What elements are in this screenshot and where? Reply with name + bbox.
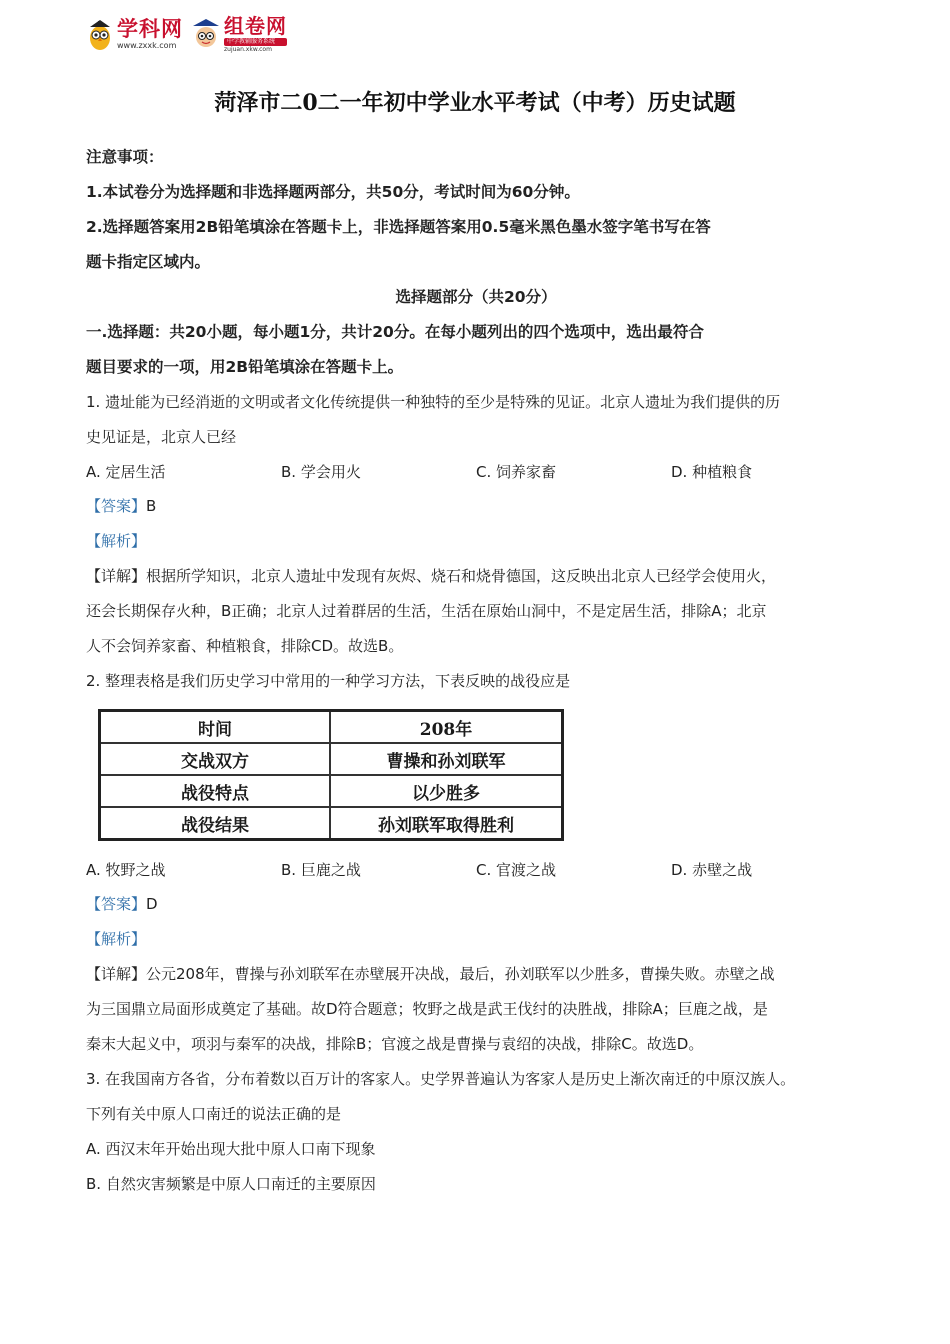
q2-detail-line-1	[86, 957, 866, 992]
q3-stem-line-2: 下列有关中原人口南迁的说法正确的是	[86, 1105, 342, 1123]
q2-answer	[86, 887, 866, 922]
exam-content	[86, 140, 866, 1202]
q2-detail-line-2: 为三国鼎立局面形成奠定了基础。故D符合题意；牧野之战是武王伐纣的决胜战，排除A；巨鹿之战，是	[86, 1000, 768, 1018]
zxxk-brand: 学科网	[117, 16, 183, 41]
notice-item-2-line-2: 题卡指定区域内。	[86, 253, 211, 271]
q1-option-b: B. 学会用火	[281, 463, 361, 481]
q3-stem-line-1: 3. 在我国南方各省，分布着数以百万计的客家人。史学界普遍认为客家人是历史上渐次南迁的中原汉族人。	[86, 1070, 796, 1088]
exam-title: 菏泽市二0二一年初中学业水平考试（中考）历史试题	[214, 90, 736, 116]
q2-options	[86, 853, 866, 887]
q2-option-d: D. 赤壁之战	[671, 861, 753, 879]
section-instructions-line-2: 题目要求的一项，用2B铅笔填涂在答题卡上。	[86, 358, 404, 376]
table-row	[100, 711, 563, 744]
table-row	[100, 807, 563, 840]
q2-option-a: A. 牧野之战	[86, 861, 166, 879]
q1-detail-line-2: 还会长期保存火种，B正确；北京人过着群居的生活，生活在原始山洞中，不是定居生活，排除A；北京	[86, 602, 767, 620]
table-cell: 208年	[330, 711, 563, 744]
q2-option-b: B. 巨鹿之战	[281, 861, 361, 879]
notice-heading: 注意事项：	[86, 148, 164, 166]
q1-stem-line-1: 1. 遗址能为已经消逝的文明或者文化传统提供一种独特的至少是特殊的见证。北京人遗址为我们提供的历	[86, 393, 781, 411]
q1-option-d: D. 种植粮食	[671, 463, 753, 481]
answer-label: 【答案】	[86, 497, 147, 515]
q1-analysis-label: 【解析】	[86, 532, 147, 550]
q2-analysis-label: 【解析】	[86, 930, 147, 948]
zujuan-tagline: 中学教辅服务系统	[224, 38, 287, 46]
table-cell: 交战双方	[100, 743, 331, 775]
table-row	[100, 743, 563, 775]
zxxk-url: www.zxxk.com	[117, 40, 177, 50]
notice-item-1: 1.本试卷分为选择题和非选择题两部分，共50分，考试时间为60分钟。	[86, 183, 580, 201]
table-cell: 曹操和孙刘联军	[330, 743, 563, 775]
q1-stem-line-2: 史见证是，北京人已经	[86, 428, 237, 446]
q1-option-c: C. 饲养家畜	[476, 463, 557, 481]
table-cell: 孙刘联军取得胜利	[330, 807, 563, 840]
q1-option-a: A. 定居生活	[86, 463, 166, 481]
section-title: 选择题部分（共20分）	[395, 288, 557, 306]
q2-option-c: C. 官渡之战	[476, 861, 557, 879]
table-cell: 战役结果	[100, 807, 331, 840]
zujuan-logo[interactable]	[191, 13, 287, 53]
zujuan-brand: 组卷网	[224, 13, 287, 38]
q1-answer	[86, 489, 866, 524]
owl-mascot-icon	[86, 17, 114, 51]
q3-option-b: B. 自然灾害频繁是中原人口南迁的主要原因	[86, 1175, 376, 1193]
q3-option-a: A. 西汉末年开始出现大批中原人口南下现象	[86, 1140, 376, 1158]
notice-item-2-line-1: 2.选择题答案用2B铅笔填涂在答题卡上，非选择题答案用0.5毫米黑色墨水签字笔书写在答	[86, 218, 711, 236]
q2-battle-table	[98, 709, 564, 841]
table-cell: 战役特点	[100, 775, 331, 807]
header-logos	[86, 14, 287, 54]
zujuan-url: zujuan.xkw.com	[224, 45, 272, 53]
section-instructions-line-1: 一.选择题：共20小题，每小题1分，共计20分。在每小题列出的四个选项中，选出最符合	[86, 323, 704, 341]
student-mascot-icon	[191, 17, 221, 51]
detail-label: 【详解】	[86, 567, 147, 585]
table-row	[100, 775, 563, 807]
zxxk-logo[interactable]	[86, 17, 183, 51]
q1-detail-text-1: 根据所学知识，北京人遗址中发现有灰烬、烧石和烧骨德国，这反映出北京人已经学会使用火，	[146, 567, 777, 585]
q2-stem: 2. 整理表格是我们历史学习中常用的一种学习方法，下表反映的战役应是	[86, 672, 571, 690]
table-cell: 时间	[100, 711, 331, 744]
table-cell: 以少胜多	[330, 775, 563, 807]
q1-options	[86, 455, 866, 489]
answer-label: 【答案】	[86, 895, 147, 913]
q2-detail-line-3: 秦末大起义中，项羽与秦军的决战，排除B；官渡之战是曹操与袁绍的决战，排除C。故选D。	[86, 1035, 704, 1053]
q1-detail-line-1	[86, 559, 866, 594]
detail-label: 【详解】	[86, 965, 147, 983]
q2-detail-text-1: 公元208年，曹操与孙刘联军在赤壁展开决战，最后，孙刘联军以少胜多，曹操失败。赤壁之战	[146, 965, 775, 983]
q1-detail-line-3: 人不会饲养家畜、种植粮食，排除CD。故选B。	[86, 637, 404, 655]
q2-answer-value: D	[146, 895, 158, 913]
q1-answer-value: B	[146, 497, 157, 515]
